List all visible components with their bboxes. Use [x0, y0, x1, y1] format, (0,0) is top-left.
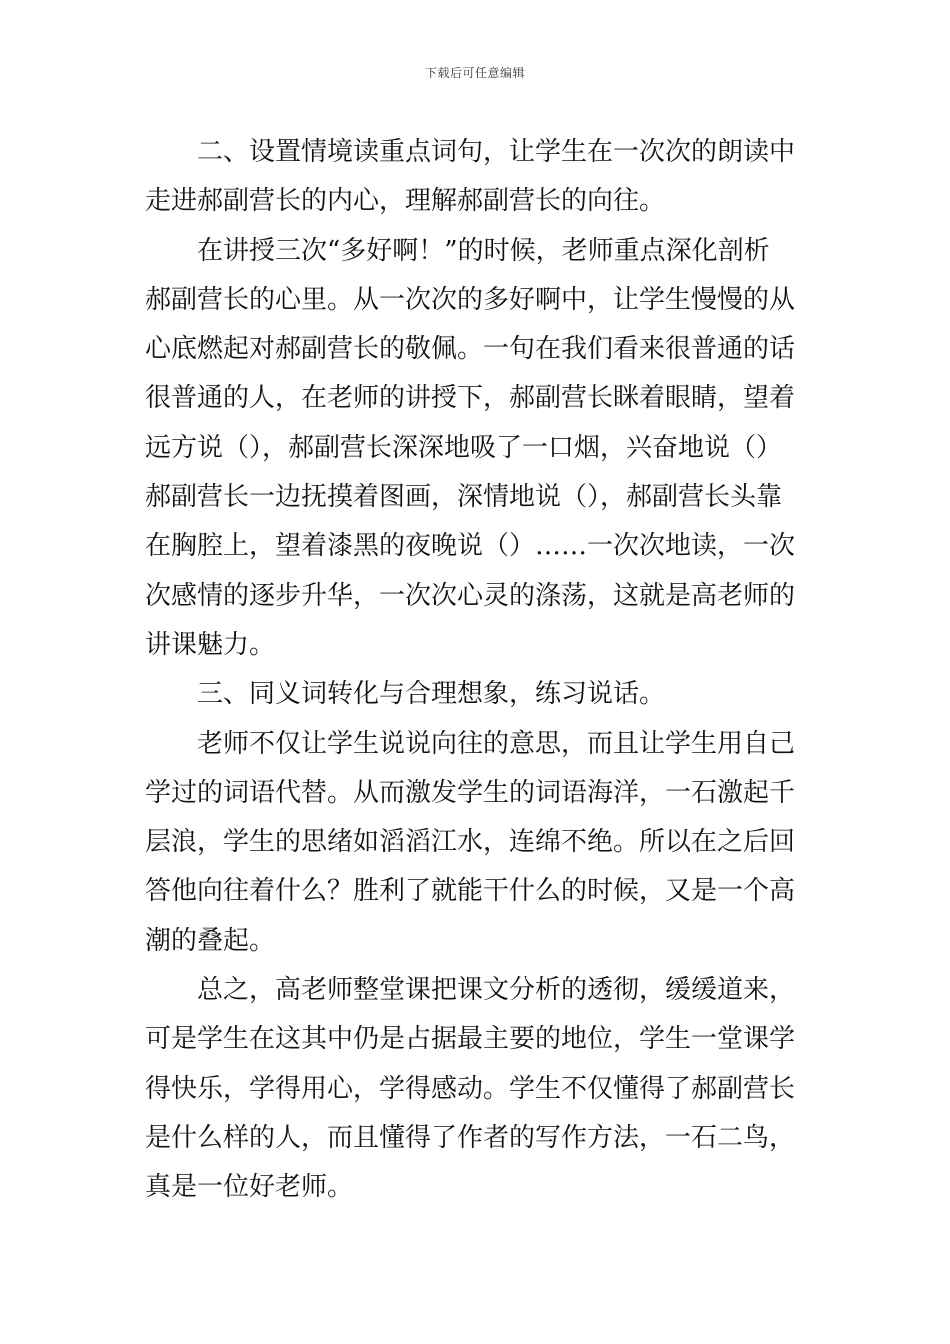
paragraph-line: 次感情的逐步升华，一次次心灵的涤荡，这就是高老师的 — [145, 580, 796, 611]
section-heading: 三、同义词转化与合理想象，练习说话。 — [197, 679, 666, 710]
paragraph-line: 可是学生在这其中仍是占据最主要的地位，学生一堂课学 — [145, 1024, 796, 1055]
paragraph-line: 老师不仅让学生说说向往的意思，而且让学生用自己 — [197, 728, 796, 759]
paragraph-line: 讲课魅力。 — [145, 629, 276, 660]
paragraph-line: 是什么样的人，而且懂得了作者的写作方法，一石二鸟， — [145, 1122, 796, 1153]
document-body — [145, 128, 810, 1213]
paragraph-line: 学过的词语代替。从而激发学生的词语海洋，一石激起千 — [145, 777, 796, 808]
paragraph-line: 很普通的人，在老师的讲授下，郝副营长眯着眼睛，望着 — [145, 383, 796, 414]
paragraph-line: 在讲授三次“多好啊！”的时候，老师重点深化剖析 — [197, 235, 770, 266]
paragraph-line: 走进郝副营长的内心，理解郝副营长的向往。 — [145, 186, 666, 217]
paragraph-line: 潮的叠起。 — [145, 925, 276, 956]
paragraph-line: 答他向往着什么？胜利了就能干什么的时候，又是一个高 — [145, 876, 796, 907]
paragraph-line: 二、设置情境读重点词句，让学生在一次次的朗读中 — [197, 137, 796, 167]
paragraph-line: 得快乐，学得用心，学得感动。学生不仅懂得了郝副营长 — [145, 1073, 796, 1104]
paragraph-line: 层浪，学生的思绪如滔滔江水，连绵不绝。所以在之后回 — [145, 827, 796, 858]
paragraph-line: 心底燃起对郝副营长的敬佩。一句在我们看来很普通的话 — [145, 334, 796, 365]
paragraph-line: 真是一位好老师。 — [145, 1172, 354, 1203]
paragraph-line: 在胸腔上，望着漆黑的夜晚说（）……一次次地读，一次 — [145, 531, 796, 562]
paragraph-line: 郝副营长一边抚摸着图画，深情地说（），郝副营长头靠 — [145, 482, 783, 513]
paragraph-line: 远方说（），郝副营长深深地吸了一口烟，兴奋地说（） — [145, 432, 783, 463]
paragraph-line: 总之，高老师整堂课把课文分析的透彻，缓缓道来， — [197, 975, 796, 1006]
paragraph-line: 郝副营长的心里。从一次次的多好啊中，让学生慢慢的从 — [145, 284, 796, 315]
page-header: 下载后可任意编辑 — [424, 66, 525, 80]
